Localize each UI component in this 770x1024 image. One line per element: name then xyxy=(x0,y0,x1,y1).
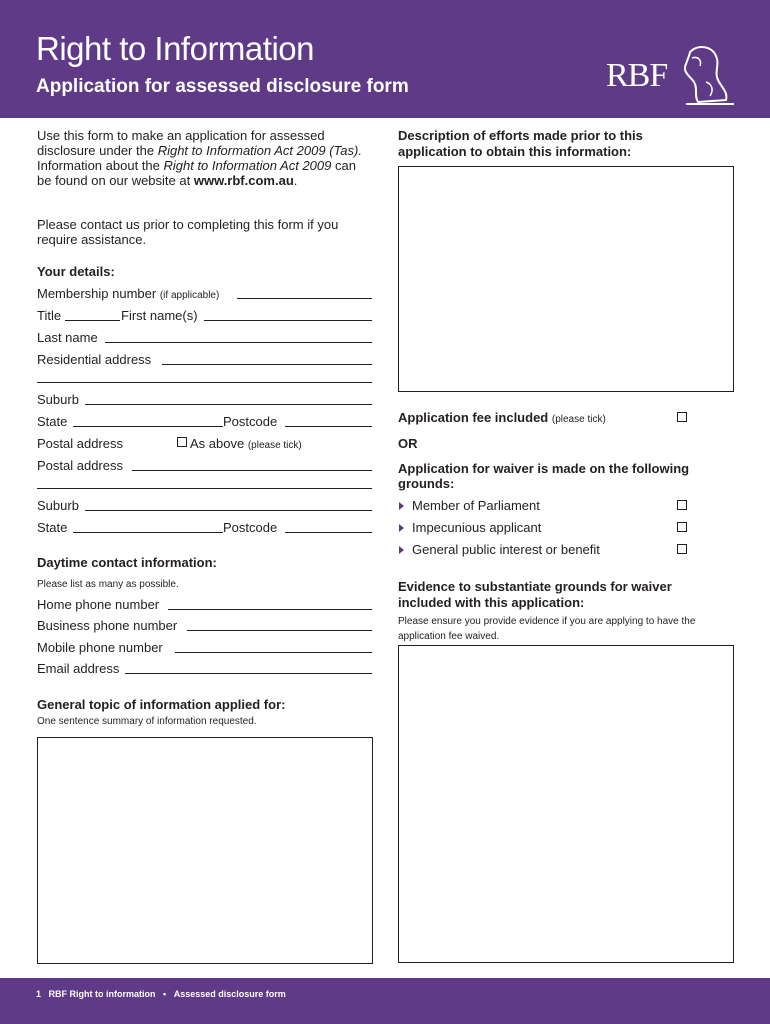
fee-label xyxy=(398,410,606,427)
residential-address-field-2[interactable] xyxy=(37,382,372,383)
efforts-textarea[interactable] xyxy=(398,166,734,392)
efforts-heading-1: Description of efforts made prior to this xyxy=(398,128,643,143)
member-of-parliament-checkbox[interactable] xyxy=(677,500,687,510)
business-phone-field[interactable] xyxy=(187,630,372,631)
membership-note: (if applicable) xyxy=(159,290,220,301)
footer-text xyxy=(36,989,286,999)
as-above-note: (please tick) xyxy=(247,440,302,451)
email-label: Email address xyxy=(37,661,120,676)
title-field[interactable] xyxy=(65,320,120,321)
last-name-label: Last name xyxy=(37,330,98,345)
intro-text-c: can be found on our website at xyxy=(37,158,356,188)
state-field[interactable] xyxy=(73,426,223,427)
suburb-label: Suburb xyxy=(37,392,79,407)
state-label-2: State xyxy=(37,520,68,535)
footer-section-name: Assessed disclosure form xyxy=(173,989,286,999)
bullet-icon xyxy=(399,546,404,554)
page-title: Right to Information xyxy=(36,30,314,67)
evidence-textarea[interactable] xyxy=(398,645,734,963)
as-above-label xyxy=(190,436,302,453)
fee-note: (please tick) xyxy=(551,414,606,425)
ground-public-interest: General public interest or benefit xyxy=(412,542,600,557)
intro-act-name: Right to Information Act 2009 (Tas). xyxy=(157,143,362,158)
ground-member-of-parliament: Member of Parliament xyxy=(412,498,540,513)
last-name-field[interactable] xyxy=(105,342,372,343)
public-interest-checkbox[interactable] xyxy=(677,544,687,554)
contact-heading: Daytime contact information: xyxy=(37,555,217,570)
postal-address-field-2[interactable] xyxy=(37,488,372,489)
state-field-2[interactable] xyxy=(73,532,223,533)
fee-included-checkbox[interactable] xyxy=(677,412,687,422)
page-number: 1 xyxy=(36,989,42,999)
postal-address-label: Postal address xyxy=(37,436,123,451)
suburb-field[interactable] xyxy=(85,404,372,405)
home-phone-label: Home phone number xyxy=(37,597,160,612)
intro-paragraph xyxy=(37,128,372,188)
residential-address-label: Residential address xyxy=(37,352,152,367)
contact-note: Please list as many as possible. xyxy=(37,579,179,590)
suburb-field-2[interactable] xyxy=(85,510,372,511)
page-subtitle: Application for assessed disclosure form xyxy=(36,76,409,97)
membership-label xyxy=(37,286,219,303)
membership-label-text: Membership number xyxy=(37,286,157,301)
topic-heading: General topic of information applied for: xyxy=(37,697,286,712)
waiver-heading-2: grounds: xyxy=(398,476,455,491)
business-phone-label: Business phone number xyxy=(37,618,178,633)
evidence-heading-1: Evidence to substantiate grounds for waiver xyxy=(398,579,672,594)
website-link[interactable]: www.rbf.com.au xyxy=(193,173,294,188)
your-details-heading: Your details: xyxy=(37,264,115,279)
postcode-label-2: Postcode xyxy=(223,520,278,535)
evidence-note-1: Please ensure you provide evidence if you are applying to have the xyxy=(398,616,696,627)
state-label: State xyxy=(37,414,68,429)
topic-textarea[interactable] xyxy=(37,737,373,964)
title-label: Title xyxy=(37,308,62,323)
membership-field[interactable] xyxy=(237,298,372,299)
header-banner xyxy=(0,0,770,118)
home-phone-field[interactable] xyxy=(168,609,372,610)
bullet-icon xyxy=(399,524,404,532)
intro-text-end: . xyxy=(293,173,298,188)
first-name-label: First name(s) xyxy=(121,308,198,323)
topic-note: One sentence summary of information requested. xyxy=(37,716,257,727)
email-field[interactable] xyxy=(125,673,372,674)
impecunious-applicant-checkbox[interactable] xyxy=(677,522,687,532)
intro-text-b: Information about the xyxy=(37,158,164,173)
postal-address-label-2: Postal address xyxy=(37,458,123,473)
postcode-label: Postcode xyxy=(223,414,278,429)
mobile-phone-label: Mobile phone number xyxy=(37,640,163,655)
footer-bar xyxy=(0,978,770,1024)
bullet-icon xyxy=(399,502,404,510)
contact-notice: Please contact us prior to completing this form if you require assistance. xyxy=(37,217,339,247)
footer-doc-name: RBF Right to information xyxy=(48,989,156,999)
postcode-field-2[interactable] xyxy=(285,532,372,533)
waiver-heading-1: Application for waiver is made on the following xyxy=(398,461,690,476)
lion-emblem-icon xyxy=(668,42,738,112)
as-above-text: As above xyxy=(190,436,245,451)
intro-act-name-2: Right to Information Act 2009 xyxy=(163,158,332,173)
postcode-field[interactable] xyxy=(285,426,372,427)
efforts-heading-2: application to obtain this information: xyxy=(398,144,632,159)
residential-address-field[interactable] xyxy=(162,364,372,365)
first-name-field[interactable] xyxy=(204,320,372,321)
suburb-label-2: Suburb xyxy=(37,498,79,513)
evidence-heading-2: included with this application: xyxy=(398,595,585,610)
footer-separator: • xyxy=(163,989,167,999)
or-label: OR xyxy=(398,436,418,451)
intro-text-a: Use this form to make an application for assessed disclosure under the xyxy=(37,128,325,158)
postal-address-field[interactable] xyxy=(132,470,372,471)
logo-text: RBF xyxy=(606,57,668,94)
ground-impecunious-applicant: Impecunious applicant xyxy=(412,520,542,535)
as-above-checkbox[interactable] xyxy=(177,437,187,447)
mobile-phone-field[interactable] xyxy=(175,652,372,653)
evidence-note-2: application fee waived. xyxy=(398,631,500,642)
fee-label-text: Application fee included xyxy=(398,410,549,425)
rbf-logo xyxy=(606,42,736,112)
